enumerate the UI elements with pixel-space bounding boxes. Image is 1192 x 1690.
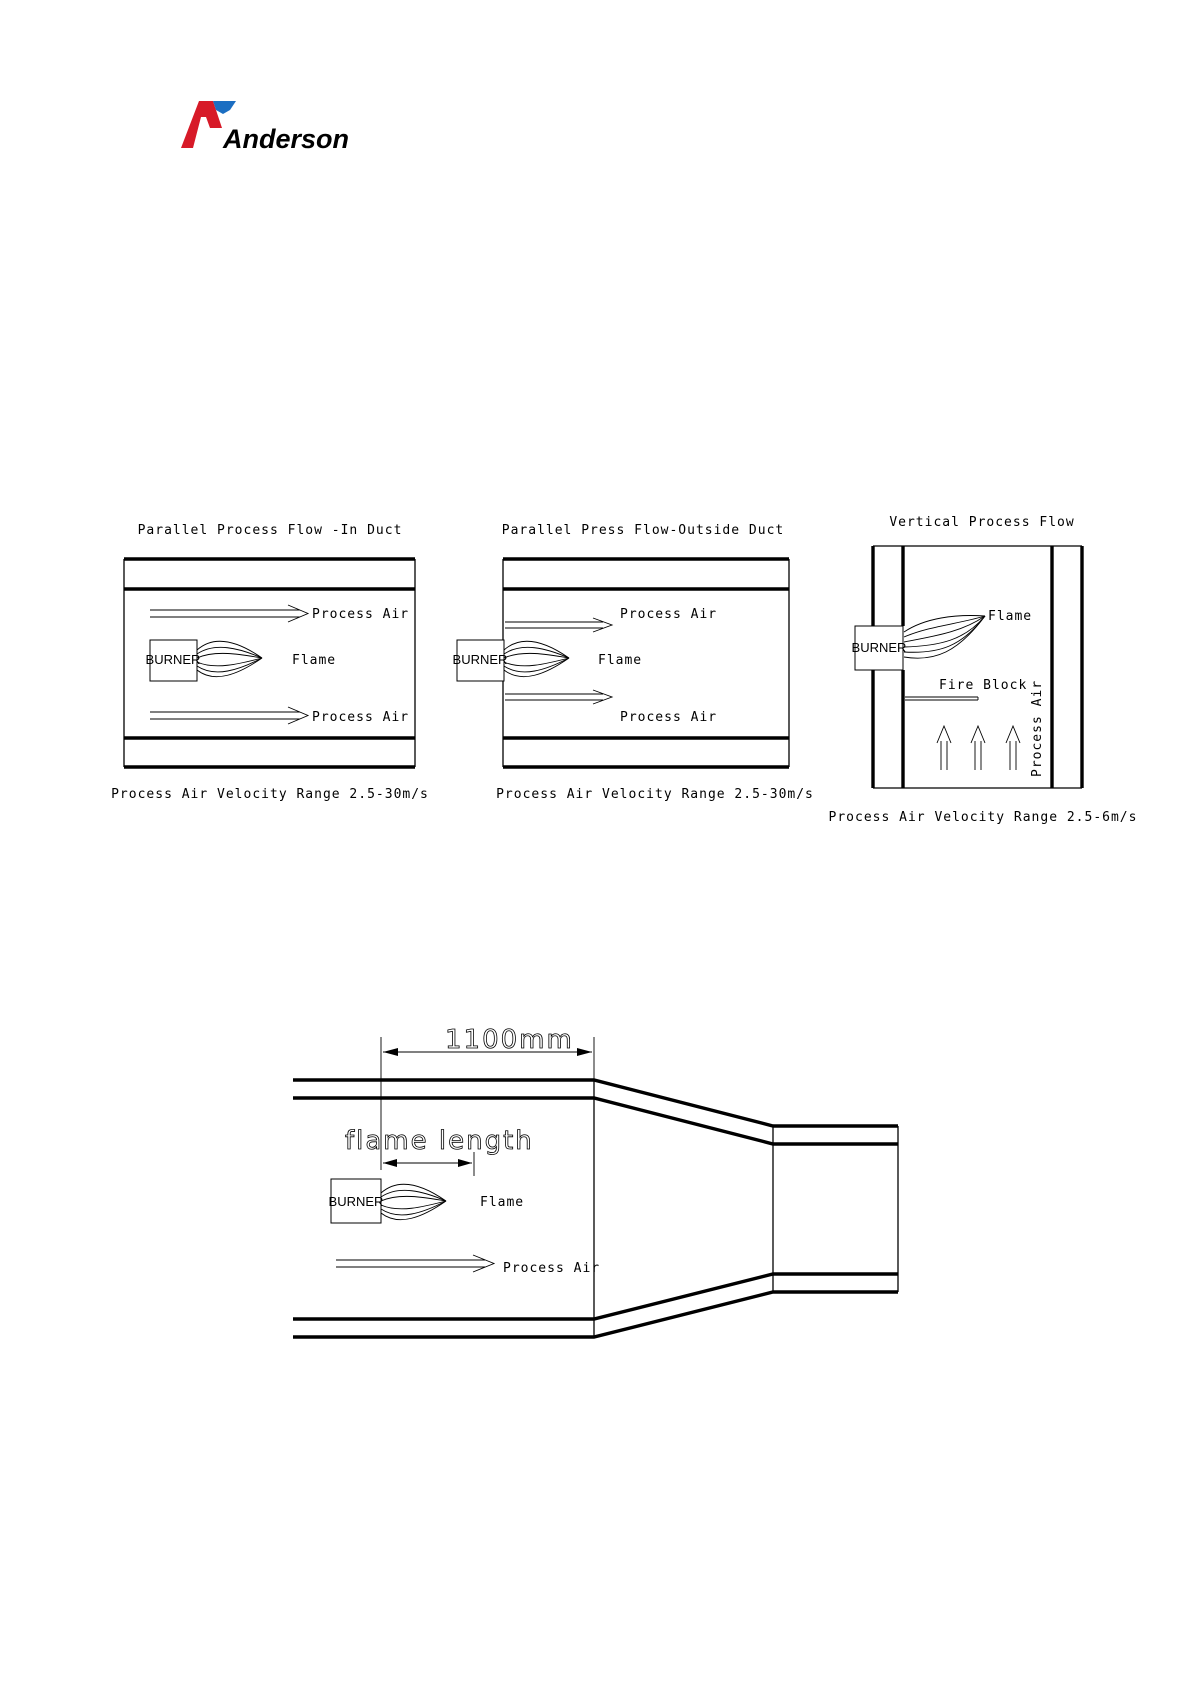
diagram-b-flame-label: Flame bbox=[598, 653, 643, 668]
diagram-c-burner-label: BURNER bbox=[851, 640, 907, 655]
anderson-logo bbox=[181, 101, 349, 154]
diagram-b-flame-icon bbox=[504, 641, 569, 676]
diagram-a-caption: Process Air Velocity Range 2.5-30m/s bbox=[111, 787, 429, 802]
diagram-d-flame-icon bbox=[381, 1184, 446, 1219]
logo-text: Anderson bbox=[223, 124, 350, 154]
diagram-b-air-label-top: Process Air bbox=[620, 607, 718, 622]
diagram-vertical-flow bbox=[829, 515, 1138, 825]
diagram-a-burner-label: BURNER bbox=[145, 652, 201, 667]
diagram-a-flame-label: Flame bbox=[292, 653, 337, 668]
diagram-b-title: Parallel Press Flow-Outside Duct bbox=[501, 523, 785, 538]
diagram-c-air-label: Process Air bbox=[1030, 679, 1045, 777]
diagram-b-air-arrow-bottom bbox=[505, 690, 612, 704]
diagram-parallel-in-duct bbox=[111, 523, 429, 802]
diagram-c-fire-block-label: Fire Block bbox=[939, 678, 1028, 693]
diagram-c-title: Vertical Process Flow bbox=[889, 515, 1075, 530]
diagram-b-air-arrow-top bbox=[505, 618, 612, 632]
diagram-tapered-duct bbox=[293, 1025, 898, 1337]
diagram-c-air-arrow-up-2 bbox=[971, 726, 985, 770]
diagram-c-flame-label: Flame bbox=[988, 609, 1033, 624]
diagram-c-caption: Process Air Velocity Range 2.5-6m/s bbox=[828, 810, 1138, 825]
diagram-parallel-outside-duct bbox=[453, 523, 814, 802]
diagram-a-air-label-top: Process Air bbox=[312, 607, 410, 622]
diagram-c-flame-icon bbox=[904, 616, 985, 659]
diagram-a-air-arrow-top bbox=[150, 605, 308, 622]
diagram-c-air-arrow-up-1 bbox=[937, 726, 951, 770]
diagram-b-caption: Process Air Velocity Range 2.5-30m/s bbox=[496, 787, 814, 802]
dimension-1100mm-label: 1100mm bbox=[445, 1025, 574, 1055]
diagram-b-burner-label: BURNER bbox=[452, 652, 508, 667]
flame-length-label: flame length bbox=[345, 1126, 534, 1156]
diagram-b-air-label-bottom: Process Air bbox=[620, 710, 718, 725]
diagram-c-fire-block bbox=[905, 697, 978, 700]
diagram-d-air-arrow bbox=[336, 1255, 494, 1272]
diagram-a-air-arrow-bottom bbox=[150, 707, 308, 724]
diagram-d-air-label: Process Air bbox=[503, 1261, 601, 1276]
diagram-d-flame-label: Flame bbox=[480, 1195, 525, 1210]
diagram-a-flame-icon bbox=[197, 641, 262, 676]
diagram-d-burner-label: BURNER bbox=[328, 1194, 384, 1209]
diagram-c-air-arrow-up-3 bbox=[1006, 726, 1020, 770]
diagram-a-air-label-bottom: Process Air bbox=[312, 710, 410, 725]
diagram-a-title: Parallel Process Flow -In Duct bbox=[137, 523, 403, 538]
